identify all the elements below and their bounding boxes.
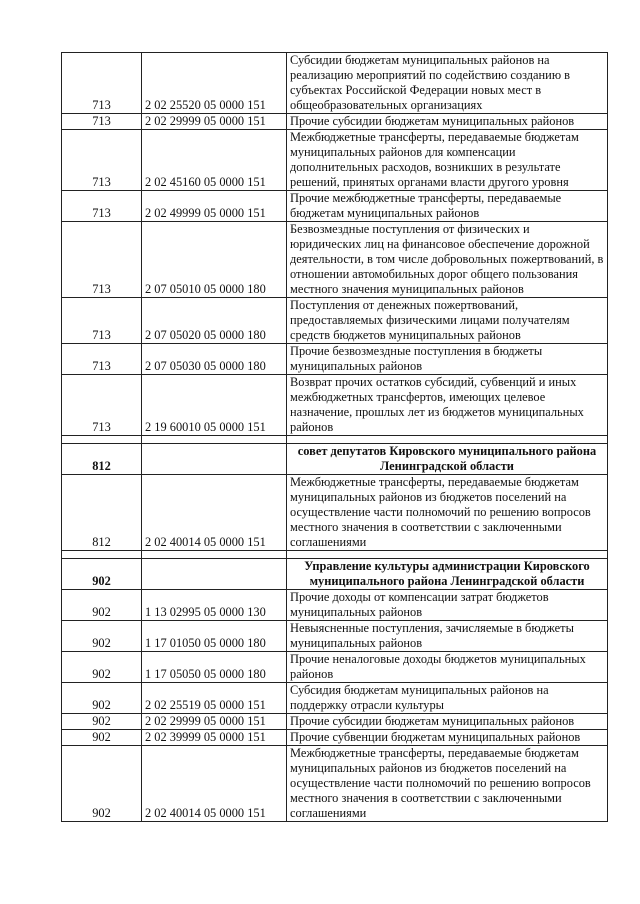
spacer-cell xyxy=(62,551,142,559)
budget-code-cell: 2 07 05010 05 0000 180 xyxy=(142,222,287,298)
income-name-cell: Субсидия бюджетам муниципальных районов на поддержку отрасли культуры xyxy=(287,683,608,714)
section-header-row xyxy=(62,559,608,590)
budget-code-cell: 2 02 25520 05 0000 151 xyxy=(142,53,287,114)
income-name-cell: Прочие субвенции бюджетам муниципальных районов xyxy=(287,730,608,746)
table-row xyxy=(62,590,608,621)
income-name-cell: Безвозмездные поступления от физических и юридических лиц на финансовое обеспечение дорожной деятельности, в том числе добровольных пожертвований, в отношении автомобильных дорог общего пользования местного значения муниципальных районов xyxy=(287,222,608,298)
budget-code-cell: 2 07 05020 05 0000 180 xyxy=(142,298,287,344)
admin-code-cell: 713 xyxy=(62,298,142,344)
admin-code-cell: 902 xyxy=(62,683,142,714)
table-row xyxy=(62,730,608,746)
income-name-cell: Прочие доходы от компенсации затрат бюджетов муниципальных районов xyxy=(287,590,608,621)
table-row xyxy=(62,114,608,130)
income-name-cell: Возврат прочих остатков субсидий, субвенций и иных межбюджетных трансфертов, имеющих целевое назначение, прошлых лет из бюджетов муниципальных районов xyxy=(287,375,608,436)
admin-code-cell: 713 xyxy=(62,130,142,191)
table-row xyxy=(62,298,608,344)
table-row xyxy=(62,652,608,683)
admin-code-cell: 902 xyxy=(62,746,142,822)
spacer-cell xyxy=(142,436,287,444)
budget-code-cell: 2 02 29999 05 0000 151 xyxy=(142,714,287,730)
budget-code-cell: 2 02 25519 05 0000 151 xyxy=(142,683,287,714)
spacer-row xyxy=(62,551,608,559)
budget-code-cell: 2 02 40014 05 0000 151 xyxy=(142,746,287,822)
budget-code-cell: 1 13 02995 05 0000 130 xyxy=(142,590,287,621)
budget-code-cell: 2 19 60010 05 0000 151 xyxy=(142,375,287,436)
table-row xyxy=(62,746,608,822)
income-name-cell: Управление культуры администрации Кировского муниципального района Ленинградской области xyxy=(287,559,608,590)
income-name-cell: Межбюджетные трансферты, передаваемые бюджетам муниципальных районов из бюджетов поселений на осуществление части полномочий по решению вопросов местного значения в соответствии с заключенными соглашениями xyxy=(287,746,608,822)
budget-code-cell: 2 02 45160 05 0000 151 xyxy=(142,130,287,191)
income-name-cell: совет депутатов Кировского муниципального района Ленинградской области xyxy=(287,444,608,475)
budget-code-cell xyxy=(142,444,287,475)
budget-code-cell: 1 17 05050 05 0000 180 xyxy=(142,652,287,683)
budget-code-cell: 2 02 39999 05 0000 151 xyxy=(142,730,287,746)
income-name-cell: Прочие межбюджетные трансферты, передаваемые бюджетам муниципальных районов xyxy=(287,191,608,222)
spacer-cell xyxy=(287,436,608,444)
admin-code-cell: 713 xyxy=(62,222,142,298)
section-header-row xyxy=(62,444,608,475)
admin-code-cell: 902 xyxy=(62,730,142,746)
admin-code-cell: 713 xyxy=(62,375,142,436)
table-row xyxy=(62,714,608,730)
income-name-cell: Поступления от денежных пожертвований, предоставляемых физическими лицами получателям средств бюджетов муниципальных районов xyxy=(287,298,608,344)
budget-code-cell: 2 02 40014 05 0000 151 xyxy=(142,475,287,551)
income-name-cell: Невыясненные поступления, зачисляемые в бюджеты муниципальных районов xyxy=(287,621,608,652)
income-name-cell: Прочие безвозмездные поступления в бюджеты муниципальных районов xyxy=(287,344,608,375)
admin-code-cell: 713 xyxy=(62,344,142,375)
admin-code-cell: 902 xyxy=(62,621,142,652)
table-row xyxy=(62,344,608,375)
admin-code-cell: 902 xyxy=(62,559,142,590)
table-row xyxy=(62,621,608,652)
income-name-cell: Межбюджетные трансферты, передаваемые бюджетам муниципальных районов из бюджетов поселений на осуществление части полномочий по решению вопросов местного значения в соответствии с заключенными соглашениями xyxy=(287,475,608,551)
table-row xyxy=(62,475,608,551)
table-body xyxy=(62,53,608,822)
income-name-cell: Субсидии бюджетам муниципальных районов на реализацию мероприятий по содействию созданию в субъектах Российской Федерации новых мест в общеобразовательных организациях xyxy=(287,53,608,114)
budget-code-cell: 2 07 05030 05 0000 180 xyxy=(142,344,287,375)
admin-code-cell: 713 xyxy=(62,53,142,114)
revenue-codes-table xyxy=(61,52,608,822)
admin-code-cell: 812 xyxy=(62,444,142,475)
table-row xyxy=(62,191,608,222)
budget-code-cell: 1 17 01050 05 0000 180 xyxy=(142,621,287,652)
income-name-cell: Прочие субсидии бюджетам муниципальных районов xyxy=(287,714,608,730)
income-name-cell: Межбюджетные трансферты, передаваемые бюджетам муниципальных районов для компенсации дополнительных расходов, возникших в результате решений, принятых органами власти другого уровня xyxy=(287,130,608,191)
income-name-cell: Прочие субсидии бюджетам муниципальных районов xyxy=(287,114,608,130)
table-row xyxy=(62,222,608,298)
table-row xyxy=(62,683,608,714)
table-row xyxy=(62,375,608,436)
admin-code-cell: 812 xyxy=(62,475,142,551)
table-row xyxy=(62,130,608,191)
budget-code-cell: 2 02 49999 05 0000 151 xyxy=(142,191,287,222)
admin-code-cell: 902 xyxy=(62,714,142,730)
income-name-cell: Прочие неналоговые доходы бюджетов муниципальных районов xyxy=(287,652,608,683)
admin-code-cell: 902 xyxy=(62,590,142,621)
spacer-row xyxy=(62,436,608,444)
admin-code-cell: 713 xyxy=(62,191,142,222)
budget-code-cell: 2 02 29999 05 0000 151 xyxy=(142,114,287,130)
spacer-cell xyxy=(142,551,287,559)
spacer-cell xyxy=(62,436,142,444)
admin-code-cell: 713 xyxy=(62,114,142,130)
admin-code-cell: 902 xyxy=(62,652,142,683)
table-row xyxy=(62,53,608,114)
spacer-cell xyxy=(287,551,608,559)
budget-code-cell xyxy=(142,559,287,590)
